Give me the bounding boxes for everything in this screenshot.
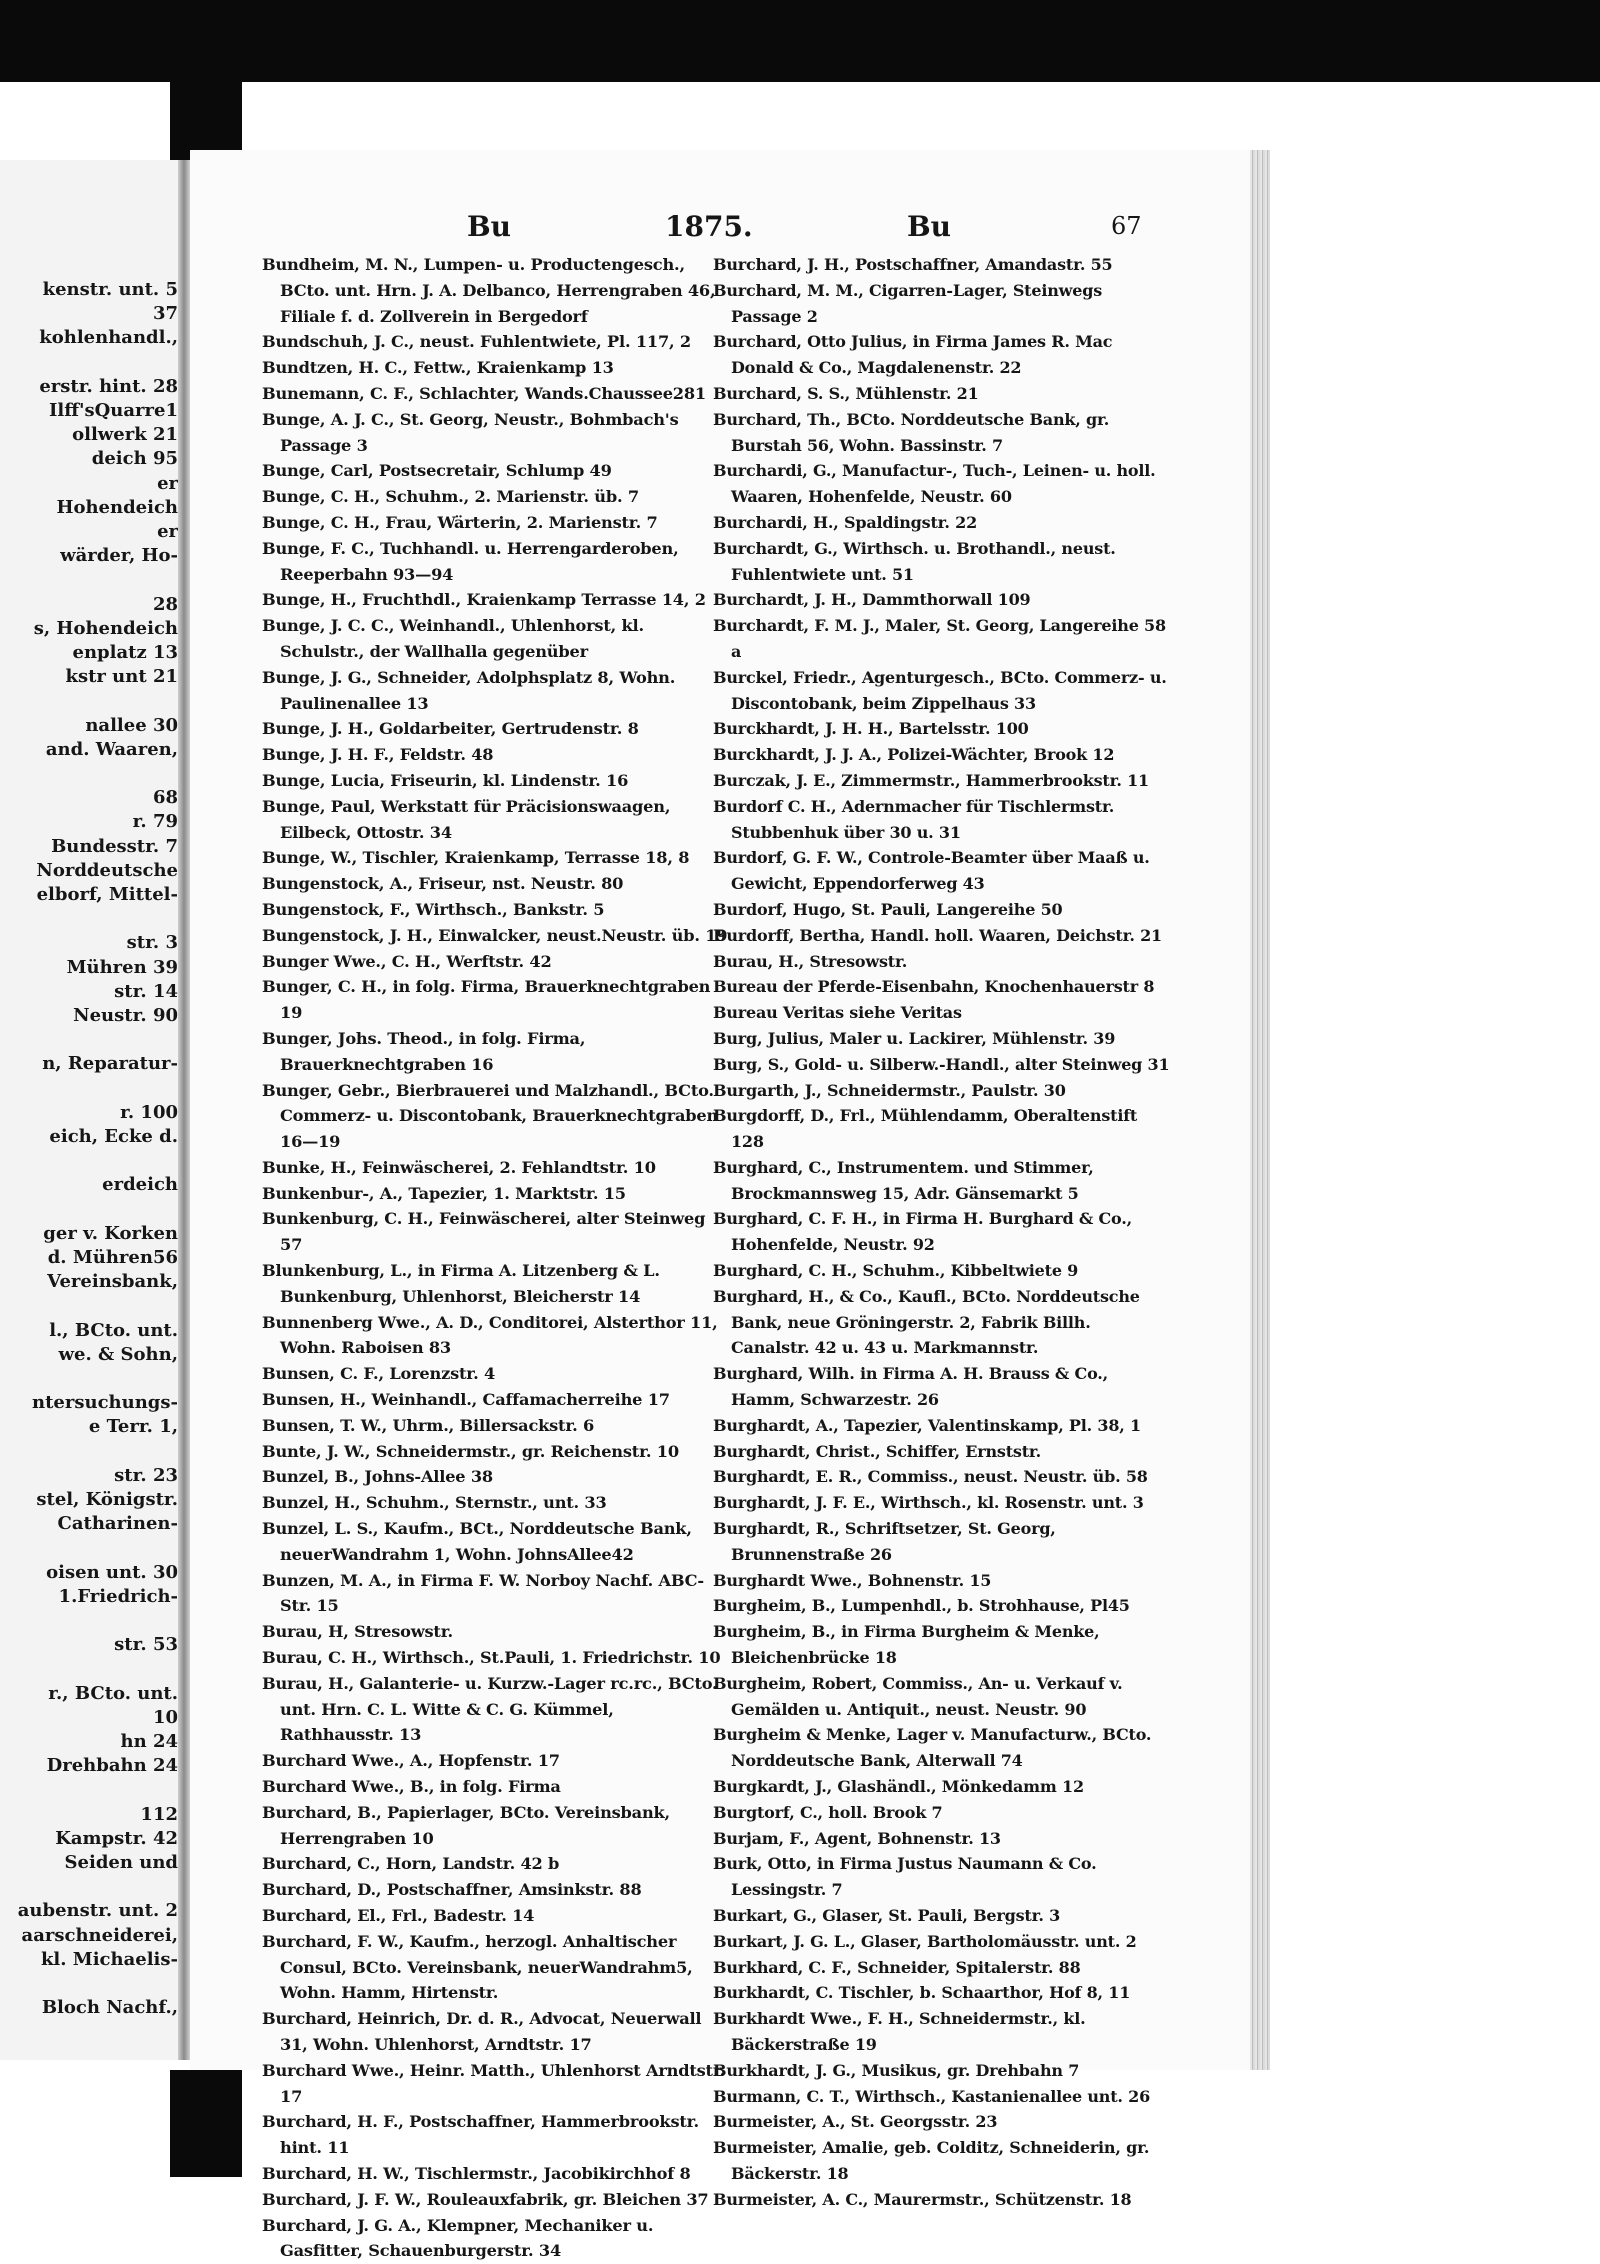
left-page-line	[2, 760, 178, 787]
left-page-line: Kampstr. 42	[55, 1827, 178, 1849]
left-page-line	[2, 1776, 178, 1803]
directory-entry: Burchardt, J. H., Dammthorwall 109	[713, 590, 1031, 610]
page-header	[190, 210, 1250, 250]
left-page-line: n, Reparatur-	[42, 1053, 178, 1075]
left-page-line	[2, 1292, 178, 1319]
left-page-line	[2, 1365, 178, 1392]
left-page-line	[2, 1970, 178, 1997]
left-page-line: 28	[152, 593, 178, 615]
left-page-line: 112	[140, 1803, 178, 1825]
left-page-line: kl. Michaelis-	[40, 1948, 178, 1970]
binding-tab-bottom	[170, 2070, 242, 2177]
directory-entry: Bunge, Paul, Werkstatt für Präcisionswaagen, Eilbeck, Ottostr. 34	[262, 796, 671, 842]
left-page-edge	[0, 160, 178, 2060]
directory-entry: Bunge, F. C., Tuchhandl. u. Herrengarderoben, Reeperbahn 93—94	[262, 538, 679, 584]
directory-entry: Burghardt, E. R., Commiss., neust. Neustr. üb. 58	[713, 1467, 1148, 1487]
directory-entry: Burg, Julius, Maler u. Lackirer, Mühlenstr. 39	[713, 1028, 1116, 1048]
directory-entry: Burchard, M. M., Cigarren-Lager, Steinwegs Passage 2	[713, 280, 1103, 326]
directory-entry: Burgkardt, J., Glashändl., Mönkedamm 12	[713, 1777, 1084, 1797]
directory-entry: Burghardt, A., Tapezier, Valentinskamp, Pl. 38, 1	[713, 1415, 1141, 1435]
left-page-line: r. 79	[132, 811, 178, 833]
directory-entry: Burau, H, Stresowstr.	[262, 1622, 453, 1642]
directory-entry: Bunge, J. C. C., Weinhandl., Uhlenhorst, kl. Schulstr., der Wallhalla gegenüber	[262, 616, 644, 661]
directory-entry: Bunkenbur-, A., Tapezier, 1. Marktstr. 15	[262, 1183, 626, 1203]
directory-entry: Bundschuh, J. C., neust. Fuhlentwiete, Pl. 117, 2	[262, 332, 691, 352]
directory-entry: Burgarth, J., Schneidermstr., Paulstr. 30	[713, 1080, 1066, 1100]
directory-entry: Bunge, W., Tischler, Kraienkamp, Terrasse 18, 8	[262, 848, 690, 868]
left-page-line: Bloch Nachf.,	[41, 1997, 178, 2019]
left-page-line: wärder, Ho-	[60, 545, 178, 567]
directory-entry: Burmeister, Amalie, geb. Colditz, Schneiderin, gr. Bäckerstr. 18	[713, 2138, 1150, 2183]
directory-entry: Bunnenberg Wwe., A. D., Conditorei, Alsterthor 11, Wohn. Raboisen 83	[262, 1312, 718, 1358]
left-page-line	[2, 1026, 178, 1053]
directory-entry: Blunkenburg, L., in Firma A. Litzenberg & L. Bunkenburg, Uhlenhorst, Bleicherstr 14	[262, 1261, 660, 1306]
directory-entry: Bunge, C. H., Frau, Wärterin, 2. Marienstr. 7	[262, 512, 658, 532]
left-page-line: Catharinen-	[57, 1513, 178, 1535]
left-page-line: str. 53	[114, 1634, 178, 1656]
directory-column-left	[262, 252, 732, 2264]
left-page-line: 68	[152, 787, 178, 809]
directory-entry: Burchard, Heinrich, Dr. d. R., Advocat, Neuerwall 31, Wohn. Uhlenhorst, Arndtstr. 17	[262, 2009, 702, 2054]
directory-entry: Burchard, J. F. W., Rouleauxfabrik, gr. Bleichen 37	[262, 2189, 709, 2209]
directory-entry: Burchard Wwe., B., in folg. Firma	[262, 1777, 561, 1797]
directory-entry: Burckhardt, J. J. A., Polizei-Wächter, Brook 12	[713, 745, 1115, 765]
left-page-line: and. Waaren,	[45, 738, 178, 760]
directory-entry: Burghardt Wwe., Bohnenstr. 15	[713, 1570, 992, 1590]
directory-entry: Burchard Wwe., Heinr. Matth., Uhlenhorst Arndtstr. 17	[262, 2060, 726, 2106]
header-year: 1875.	[665, 210, 753, 243]
directory-entry: Burchard, H. F., Postschaffner, Hammerbrookstr. hint. 11	[262, 2112, 699, 2158]
left-page-line: e Terr. 1,	[88, 1416, 178, 1438]
left-page-line: hn 24	[120, 1731, 178, 1752]
left-page-line: oisen unt. 30	[46, 1561, 178, 1583]
left-page-line: 1.Friedrich-	[58, 1585, 178, 1607]
left-page-line: er	[157, 521, 178, 542]
directory-entry: Bungenstock, F., Wirthsch., Bankstr. 5	[262, 899, 605, 919]
left-page-line: aubenstr. unt. 2	[17, 1900, 178, 1922]
directory-entry: Bungenstock, J. H., Einwalcker, neust.Neustr. üb. 19	[262, 925, 728, 945]
directory-entry: Burmann, C. T., Wirthsch., Kastanienallee unt. 26	[713, 2086, 1151, 2106]
directory-entry: Burmeister, A., St. Georgsstr. 23	[713, 2112, 998, 2132]
directory-column-right	[713, 252, 1173, 2213]
left-page-line: aarschneiderei,	[21, 1924, 178, 1946]
left-page-line: enplatz 13	[72, 642, 178, 663]
left-page-line: 10	[152, 1706, 178, 1728]
directory-entry: Bunge, J. H. F., Feldstr. 48	[262, 745, 494, 765]
left-page-line: Hohendeich	[56, 496, 178, 518]
directory-entry: Burg, S., Gold- u. Silberw.-Handl., alter Steinweg 31	[713, 1054, 1170, 1074]
directory-entry: Burdorff, Bertha, Handl. holl. Waaren, Deichstr. 21	[713, 925, 1162, 945]
left-page-line: kenstr. unt. 5	[42, 279, 178, 300]
directory-entry: Bundtzen, H. C., Fettw., Kraienkamp 13	[262, 358, 614, 378]
directory-entry: Burchardt, G., Wirthsch. u. Brothandl., neust. Fuhlentwiete unt. 51	[713, 538, 1116, 584]
left-page-line: elborf, Mittel-	[36, 884, 178, 905]
page-stack-edge	[1250, 150, 1270, 2070]
directory-entry: Burjam, F., Agent, Bohnenstr. 13	[713, 1828, 1001, 1848]
directory-entry: Burghard, Wilh. in Firma A. H. Brauss & Co., Hamm, Schwarzestr. 26	[713, 1364, 1108, 1410]
directory-entry: Burckhardt, J. H. H., Bartelsstr. 100	[713, 719, 1029, 739]
left-page-line: er	[157, 472, 178, 494]
left-page-line: str. 14	[114, 980, 178, 1002]
directory-entry: Burkhardt Wwe., F. H., Schneidermstr., kl. Bäckerstraße 19	[713, 2009, 1086, 2054]
left-page-line: Norddeutsche	[36, 859, 178, 881]
directory-entry: Bunkenburg, C. H., Feinwäscherei, alter Steinweg 57	[262, 1209, 706, 1255]
directory-entry: Bureau der Pferde-Eisenbahn, Knochenhauerstr 8	[713, 977, 1155, 997]
left-page-line: str. 23	[114, 1464, 178, 1486]
directory-entry: Burchardt, F. M. J., Maler, St. Georg, Langereihe 58 a	[713, 616, 1166, 661]
left-page-line: Bundesstr. 7	[51, 835, 178, 857]
left-page-line	[2, 349, 178, 376]
directory-entry: Bunsen, C. F., Lorenzstr. 4	[262, 1364, 496, 1384]
header-left-key: Bu	[467, 210, 512, 243]
directory-entry: Bunge, H., Fruchthdl., Kraienkamp Terrasse 14, 2	[262, 590, 706, 610]
left-page-line: 37	[152, 303, 178, 325]
left-page-line	[2, 1873, 178, 1900]
directory-entry: Bureau Veritas siehe Veritas	[713, 1003, 962, 1023]
directory-entry: Burchard, C., Horn, Landstr. 42 b	[262, 1854, 560, 1874]
left-page-line: Seiden und	[64, 1852, 178, 1873]
left-page-line	[2, 1607, 178, 1634]
directory-entry: Bundheim, M. N., Lumpen- u. Productengesch., BCto. unt. Hrn. J. A. Delbanco, Herrengraben 46, Filiale f. d. Zollverein in Bergedorf	[262, 255, 716, 326]
left-page-line: str. 3	[126, 932, 178, 954]
left-page-line	[2, 1438, 178, 1465]
header-right-key: Bu	[907, 210, 952, 243]
directory-entry: Burchard, Th., BCto. Norddeutsche Bank, gr. Burstah 56, Wohn. Bassinstr. 7	[713, 409, 1110, 455]
left-page-line	[2, 566, 178, 593]
page-number: 67	[1111, 212, 1142, 240]
left-page-line: stel, Königstr.	[36, 1489, 178, 1510]
left-page-line: kstr unt 21	[65, 666, 178, 688]
directory-entry: Bunge, Carl, Postsecretair, Schlump 49	[262, 461, 612, 481]
directory-entry: Burchardi, G., Manufactur-, Tuch-, Leinen- u. holl. Waaren, Hohenfelde, Neustr. 60	[713, 461, 1156, 507]
book-gutter	[178, 160, 190, 2060]
left-page-line: d. Mühren56	[47, 1247, 178, 1268]
directory-entry: Bunke, H., Feinwäscherei, 2. Fehlandtstr. 10	[262, 1157, 656, 1177]
directory-entry: Bunger Wwe., C. H., Werftstr. 42	[262, 951, 552, 971]
directory-entry: Burchard, Otto Julius, in Firma James R. Mac Donald & Co., Magdalenenstr. 22	[713, 332, 1113, 378]
directory-entry: Bunsen, H., Weinhandl., Caffamacherreihe 17	[262, 1390, 670, 1410]
directory-entry: Bunsen, T. W., Uhrm., Billersackstr. 6	[262, 1415, 595, 1435]
directory-entry: Burchard Wwe., A., Hopfenstr. 17	[262, 1751, 560, 1771]
directory-entry: Burau, H., Stresowstr.	[713, 951, 908, 971]
left-page-line	[2, 687, 178, 714]
directory-entry: Bunzel, H., Schuhm., Sternstr., unt. 33	[262, 1493, 607, 1513]
directory-entry: Burczak, J. E., Zimmermstr., Hammerbrookstr. 11	[713, 770, 1149, 790]
left-page-line: kohlenhandl.,	[39, 327, 178, 349]
directory-entry: Burkart, G., Glaser, St. Pauli, Bergstr. 3	[713, 1906, 1061, 1925]
directory-entry: Bunge, Lucia, Friseurin, kl. Lindenstr. 16	[262, 770, 629, 790]
directory-entry: Bunemann, C. F., Schlachter, Wands.Chaussee281	[262, 383, 706, 403]
left-page-line: r. 100	[120, 1101, 178, 1123]
left-page-line: ollwerk 21	[72, 424, 178, 446]
left-page-line	[2, 905, 178, 932]
directory-entry: Bungenstock, A., Friseur, nst. Neustr. 80	[262, 874, 624, 894]
directory-entry: Burghard, C. H., Schuhm., Kibbeltwiete 9	[713, 1261, 1079, 1281]
left-page-line	[2, 1147, 178, 1174]
left-page-line	[2, 1196, 178, 1223]
left-page-line: r., BCto. unt.	[48, 1682, 178, 1704]
directory-entry: Burchard, J. H., Postschaffner, Amandastr. 55	[713, 255, 1113, 274]
directory-entry: Burchard, D., Postschaffner, Amsinkstr. 88	[262, 1880, 642, 1900]
directory-entry: Burghardt, R., Schriftsetzer, St. Georg, Brunnenstraße 26	[713, 1519, 1056, 1564]
left-page-line: ger v. Korken	[43, 1222, 178, 1244]
directory-entry: Bunger, Johs. Theod., in folg. Firma, Brauerknechtgraben 16	[262, 1028, 586, 1074]
left-page-line: nallee 30	[85, 714, 178, 736]
directory-entry: Burghardt, J. F. E., Wirthsch., kl. Rosenstr. unt. 3	[713, 1493, 1144, 1513]
left-page-line: deich 95	[91, 448, 178, 470]
directory-entry: Burkart, J. G. L., Glaser, Bartholomäusstr. unt. 2	[713, 1931, 1137, 1951]
directory-entry: Burgtorf, C., holl. Brook 7	[713, 1802, 943, 1822]
left-page-line: ntersuchungs-	[32, 1392, 178, 1414]
left-page-line: we. & Sohn,	[58, 1343, 178, 1365]
left-page-line: Mühren 39	[66, 956, 178, 978]
directory-entry: Burau, C. H., Wirthsch., St.Pauli, 1. Friedrichstr. 10	[262, 1648, 721, 1668]
directory-entry: Bunge, C. H., Schuhm., 2. Marienstr. üb. 7	[262, 487, 639, 507]
directory-entry: Burghard, C., Instrumentem. und Stimmer, Brockmannsweg 15, Adr. Gänsemarkt 5	[713, 1157, 1094, 1203]
directory-entry: Burmeister, A. C., Maurermstr., Schützenstr. 18	[713, 2189, 1132, 2209]
left-page-line: erdeich	[102, 1174, 178, 1196]
directory-entry: Bunte, J. W., Schneidermstr., gr. Reichenstr. 10	[262, 1441, 679, 1461]
directory-entry: Bunge, J. G., Schneider, Adolphsplatz 8, Wohn. Paulinenallee 13	[262, 667, 676, 713]
directory-entry: Bunzen, M. A., in Firma F. W. Norboy Nachf. ABC-Str. 15	[262, 1570, 704, 1616]
directory-entry: Burdorf C. H., Adernmacher für Tischlermstr. Stubbenhuk über 30 u. 31	[713, 796, 1115, 842]
directory-entry: Burckel, Friedr., Agenturgesch., BCto. Commerz- u. Discontobank, beim Zippelhaus 33	[713, 667, 1167, 713]
directory-entry: Burchardi, H., Spaldingstr. 22	[713, 512, 978, 532]
directory-entry: Bunger, Gebr., Bierbrauerei und Malzhandl., BCto. Commerz- u. Discontobank, Brauerknechtgraben 16—19	[262, 1080, 719, 1152]
directory-entry: Burghardt, Christ., Schiffer, Ernststr.	[713, 1441, 1042, 1461]
left-page-line	[2, 1534, 178, 1561]
left-page-line: Ilff'sQuarre1	[48, 400, 178, 421]
directory-entry: Burdorf, Hugo, St. Pauli, Langereihe 50	[713, 899, 1063, 919]
directory-entry: Burghard, H., & Co., Kaufl., BCto. Norddeutsche Bank, neue Gröningerstr. 2, Fabrik Billh. Canalstr. 42 u. 43 u. Markmannstr.	[713, 1286, 1140, 1358]
directory-entry: Burchard, S. S., Mühlenstr. 21	[713, 383, 979, 403]
left-page-line: erstr. hint. 28	[39, 375, 178, 397]
left-page-line	[2, 1075, 178, 1102]
directory-entry: Burdorf, G. F. W., Controle-Beamter über Maaß u. Gewicht, Eppendorferweg 43	[713, 848, 1150, 894]
directory-entry: Burchard, F. W., Kaufm., herzogl. Anhaltischer Consul, BCto. Vereinsbank, neuerWandrahm5, Wohn. Hamm, Hirtenstr.	[262, 1931, 693, 2003]
directory-entry: Burkhardt, C. Tischler, b. Schaarthor, Hof 8, 11	[713, 1983, 1131, 2003]
directory-entry: Bunzel, L. S., Kaufm., BCt., Norddeutsche Bank, neuerWandrahm 1, Wohn. JohnsAllee42	[262, 1519, 692, 1564]
left-page-line: l., BCto. unt.	[49, 1319, 178, 1341]
directory-entry: Burkhard, C. F., Schneider, Spitalerstr. 88	[713, 1957, 1081, 1977]
directory-entry: Burk, Otto, in Firma Justus Naumann & Co. Lessingstr. 7	[713, 1854, 1097, 1900]
directory-entry: Burgdorff, D., Frl., Mühlendamm, Oberaltenstift 128	[713, 1106, 1138, 1152]
directory-entry: Burchard, J. G. A., Klempner, Mechaniker u. Gasfitter, Schauenburgerstr. 34	[262, 2215, 654, 2261]
directory-entry: Burgheim, B., in Firma Burgheim & Menke, Bleichenbrücke 18	[713, 1622, 1100, 1668]
directory-entry: Burchard, H. W., Tischlermstr., Jacobikirchhof 8	[262, 2163, 691, 2183]
directory-entry: Burau, H., Galanterie- u. Kurzw.-Lager rc.rc., BCto. unt. Hrn. C. L. Witte & C. G. Kümmel, Rathhausstr. 13	[262, 1673, 718, 1745]
left-page-line: Neustr. 90	[73, 1005, 178, 1026]
directory-entry: Burgheim, B., Lumpenhdl., b. Strohhause, Pl45	[713, 1596, 1130, 1616]
directory-entry: Burchard, El., Frl., Badestr. 14	[262, 1906, 535, 1925]
directory-entry: Bunge, A. J. C., St. Georg, Neustr., Bohmbach's Passage 3	[262, 409, 679, 455]
left-page-line: s, Hohendeich	[33, 617, 178, 639]
directory-entry: Burghard, C. F. H., in Firma H. Burghard & Co., Hohenfelde, Neustr. 92	[713, 1209, 1132, 1255]
directory-entry: Bunge, J. H., Goldarbeiter, Gertrudenstr. 8	[262, 719, 639, 739]
directory-entry: Burkhardt, J. G., Musikus, gr. Drehbahn 7	[713, 2060, 1080, 2080]
left-page-line: Drehbahn 24	[46, 1755, 178, 1777]
left-page-line: Vereinsbank,	[47, 1271, 178, 1293]
left-page-line: eich, Ecke d.	[49, 1126, 178, 1147]
directory-entry: Burgheim & Menke, Lager v. Manufacturw., BCto. Norddeutsche Bank, Alterwall 74	[713, 1725, 1152, 1771]
directory-entry: Burchard, B., Papierlager, BCto. Vereinsbank, Herrengraben 10	[262, 1802, 670, 1848]
directory-entry: Bunzel, B., Johns-Allee 38	[262, 1467, 493, 1487]
left-page-line	[2, 1655, 178, 1682]
directory-entry: Bunger, C. H., in folg. Firma, Brauerknechtgraben 19	[262, 977, 711, 1023]
directory-entry: Burgheim, Robert, Commiss., An- u. Verkauf v. Gemälden u. Antiquit., neust. Neustr. 90	[713, 1673, 1123, 1719]
